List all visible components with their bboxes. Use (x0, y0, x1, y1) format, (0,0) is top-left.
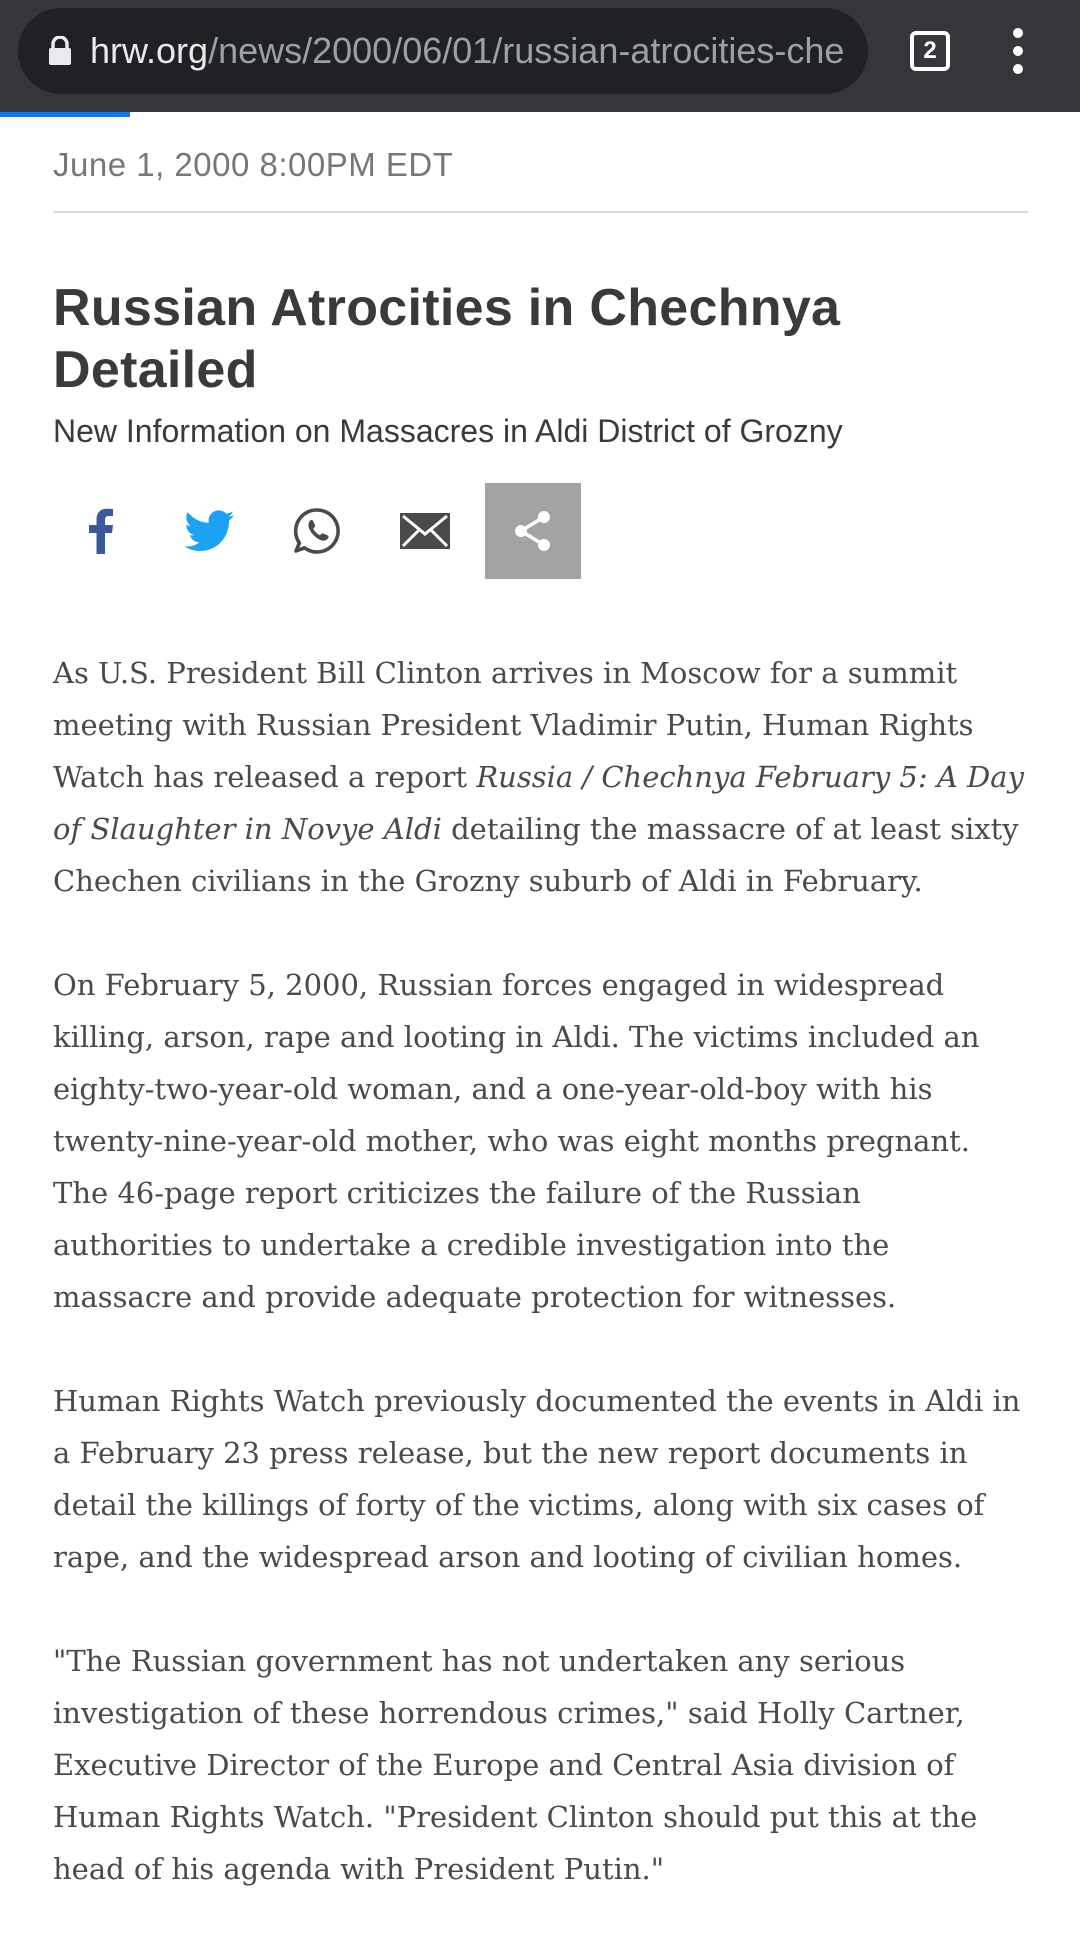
share-more-button[interactable] (485, 483, 581, 579)
report-title-link: Russia / Chechnya February 5: A Day of Slaughter in Novye Aldi (53, 760, 1024, 846)
share-bar (53, 483, 1028, 579)
article-paragraph: Human Rights Watch previously documented the events in Aldi in a February 23 press release, but the new report documents in detail the killings of forty of the victims, along with six cases of rape, and the widespread arson and looting of civilian homes. (53, 1384, 1021, 1574)
paragraph-text: detailing the massacre of at least sixty Chechen civilians in the Grozny suburb of Aldi in February. (53, 812, 1019, 898)
email-icon (400, 513, 450, 549)
whatsapp-icon (292, 506, 342, 556)
url-text[interactable] (90, 30, 868, 72)
article (53, 117, 1028, 1947)
url-path: /news/2000/06/01/russian-atrocities-che (208, 30, 845, 71)
twitter-icon (184, 510, 234, 552)
share-email-button[interactable] (377, 483, 473, 579)
article-body (53, 647, 1028, 1895)
menu-dot (1013, 46, 1023, 56)
overflow-menu-icon[interactable] (1005, 28, 1031, 74)
article-title: Russian Atrocities in Chechnya Detailed (53, 279, 841, 399)
lock-icon[interactable] (48, 36, 72, 66)
article-paragraph: "The Russian government has not undertaken any serious investigation of these horrendous crimes," said Holly Cartner, Executive Director of the Europe and Central Asia division of Human Rights Watch. "President Clinton should put this at the head of his agenda with President Putin." (53, 1644, 978, 1886)
facebook-icon (89, 508, 113, 554)
share-facebook-button[interactable] (53, 483, 149, 579)
share-icon (511, 509, 555, 553)
share-twitter-button[interactable] (161, 483, 257, 579)
address-bar[interactable] (18, 8, 868, 94)
article-paragraph: On February 5, 2000, Russian forces engaged in widespread killing, arson, rape and looting in Aldi. The victims included an eighty-two-year-old woman, and a one-year-old-boy with his twenty-nine-year-old mother, who was eight months pregnant. The 46-page report criticizes the failure of the Russian authorities to undertake a credible investigation into the massacre and provide adequate protection for witnesses. (53, 968, 980, 1314)
article-paragraph (53, 647, 1028, 907)
tab-switcher-button[interactable]: 2 (910, 31, 950, 71)
browser-toolbar (0, 0, 1080, 112)
article-subtitle: New Information on Massacres in Aldi District of Grozny (53, 413, 843, 449)
paragraph-text: As U.S. President Bill Clinton arrives in Moscow for a summit meeting with Russian President Vladimir Putin, Human Rights Watch has released a report (53, 656, 974, 794)
menu-dot (1013, 64, 1023, 74)
menu-dot (1013, 28, 1023, 38)
url-domain: hrw.org (90, 30, 209, 71)
share-whatsapp-button[interactable] (269, 483, 365, 579)
article-dateline: June 1, 2000 8:00PM EDT (53, 117, 1028, 213)
